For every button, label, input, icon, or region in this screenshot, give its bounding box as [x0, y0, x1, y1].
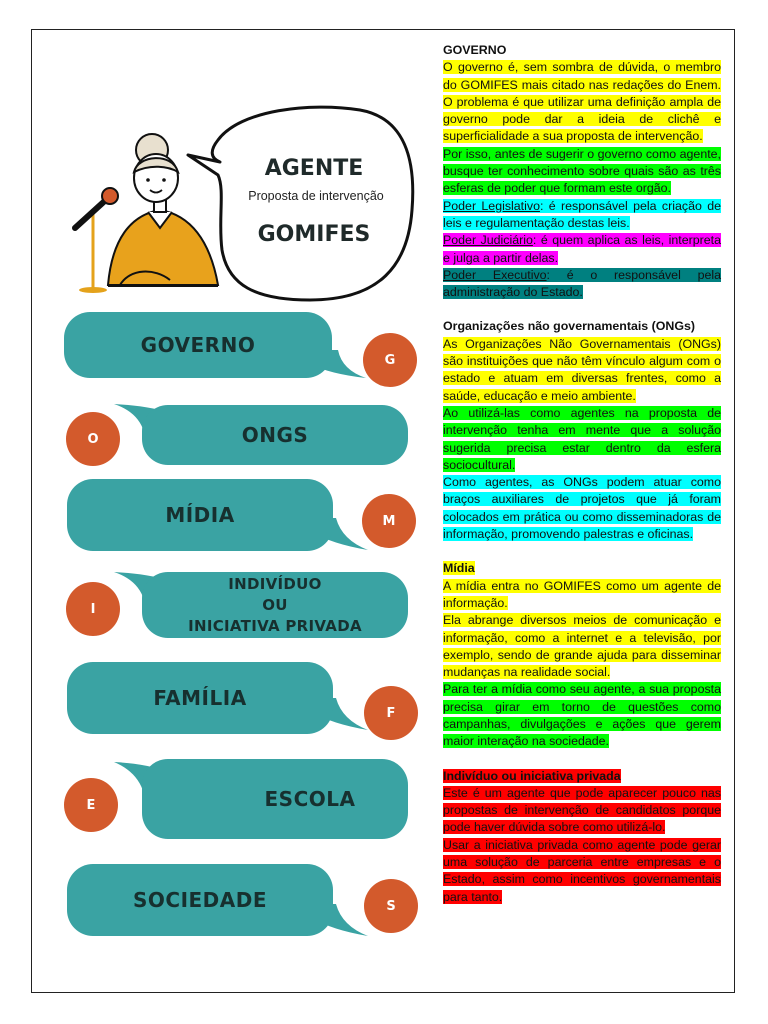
agent-bubble-governo — [64, 312, 332, 378]
agent-label-individuo-line3: INICIATIVA PRIVADA — [188, 616, 362, 635]
governo-judiciario: Poder Judiciário: é quem aplica as leis, interpreta e julga a partir delas. — [443, 233, 721, 265]
individuo-paragraph-1: Este é um agente que pode aparecer pouco nas propostas de intervenção de candidatos porque pode haver dúvida sobre como utilizá-lo. — [443, 785, 721, 835]
agent-bubble-sociedade — [67, 864, 333, 936]
agent-label-sociedade: SOCIEDADE — [132, 888, 268, 912]
header-title-2: GOMIFES — [257, 222, 371, 247]
individuo-paragraph-2: Usar a iniciativa privada como agente pode gerar uma solução de parceria entre empresas e o Estado, assim como incentivos governamentais para tanto. — [443, 837, 721, 904]
midia-paragraph-3: Para ter a mídia como seu agente, a sua proposta precisa girar em torno de questões como campanhas, divulgações e ações que gerem maior interação na sociedade. — [443, 682, 721, 749]
midia-paragraph-1: A mídia entra no GOMIFES como um agente de informação. — [443, 578, 721, 610]
text-column — [443, 42, 721, 906]
header-title-1: AGENTE — [264, 156, 364, 181]
heading-individuo: Indivíduo ou iniciativa privada — [443, 768, 621, 783]
agent-bubble-familia — [67, 662, 333, 734]
letter-circle-i: I — [66, 582, 120, 636]
midia-paragraph-2: Ela abrange diversos meios de comunicação e informação, como a internet e a televisão, por exemplo, sendo de grande ajuda para disseminar mudanças na realidade social. — [443, 613, 721, 680]
heading-midia: Mídia — [443, 561, 475, 576]
agent-label-individuo-line2: OU — [262, 595, 288, 614]
ongs-paragraph-1: As Organizações Não Governamentais (ONGs) são instituições que não têm vínculo algum com o estado e atuam em diversas frentes, como a saúde, educação e meio ambiente. — [443, 336, 721, 403]
heading-ongs: Organizações não governamentais (ONGs) — [443, 319, 696, 334]
letter-circle-e: E — [64, 778, 118, 832]
agent-bubble-midia — [67, 479, 333, 551]
agent-bubble-escola — [142, 759, 408, 839]
letter-circle-g: G — [363, 333, 417, 387]
governo-paragraph-1: O governo é, sem sombra de dúvida, o membro do GOMIFES mais citado nas redações do Enem. O problema é que utilizar uma definição ampla de governo pode dar a ideia de clichê e superficialidade a sua proposta de intervenção. — [443, 60, 721, 144]
governo-legislativo: Poder Legislativo: é responsável pela criação de leis e regulamentação destas leis. — [443, 198, 721, 230]
agent-label-individuo-line1: INDIVÍDUO — [228, 574, 322, 593]
agent-label-ongs: ONGS — [241, 423, 309, 447]
speech-bubble-outline — [188, 107, 413, 300]
letter-circle-m: M — [362, 494, 416, 548]
letter-circle-o: O — [66, 412, 120, 466]
agent-label-escola: ESCOLA — [264, 787, 356, 811]
letter-circle-f: F — [364, 686, 418, 740]
ongs-paragraph-3: Como agentes, as ONGs podem atuar como braços auxiliares de projetos que já foram colocados em prática ou como disseminadoras de informação, promovendo palestras e oficinas. — [443, 475, 721, 542]
heading-governo: GOVERNO — [443, 43, 507, 57]
header-subtitle: Proposta de intervenção — [248, 189, 384, 203]
microphone-icon — [102, 188, 118, 204]
agent-label-governo: GOVERNO — [140, 333, 256, 357]
speaker-illustration — [60, 100, 420, 310]
agent-bubble-individuo — [142, 572, 408, 638]
governo-paragraph-2: Por isso, antes de sugerir o governo como agente, busque ter conhecimento sobre quais são as três esferas de poder que formam este orgão. — [443, 146, 721, 196]
governo-executivo: Poder Executivo: é o responsável pela administração do Estado. — [443, 267, 722, 300]
agent-label-midia: MÍDIA — [165, 503, 235, 527]
letter-circle-s: S — [364, 879, 418, 933]
agent-label-familia: FAMÍLIA — [153, 686, 247, 710]
agent-bubble-ongs — [142, 405, 408, 465]
ongs-paragraph-2: Ao utilizá-las como agentes na proposta de intervenção tenha em mente que a solução sugerida precisa estar dentro da esfera sociocultural. — [443, 405, 721, 472]
